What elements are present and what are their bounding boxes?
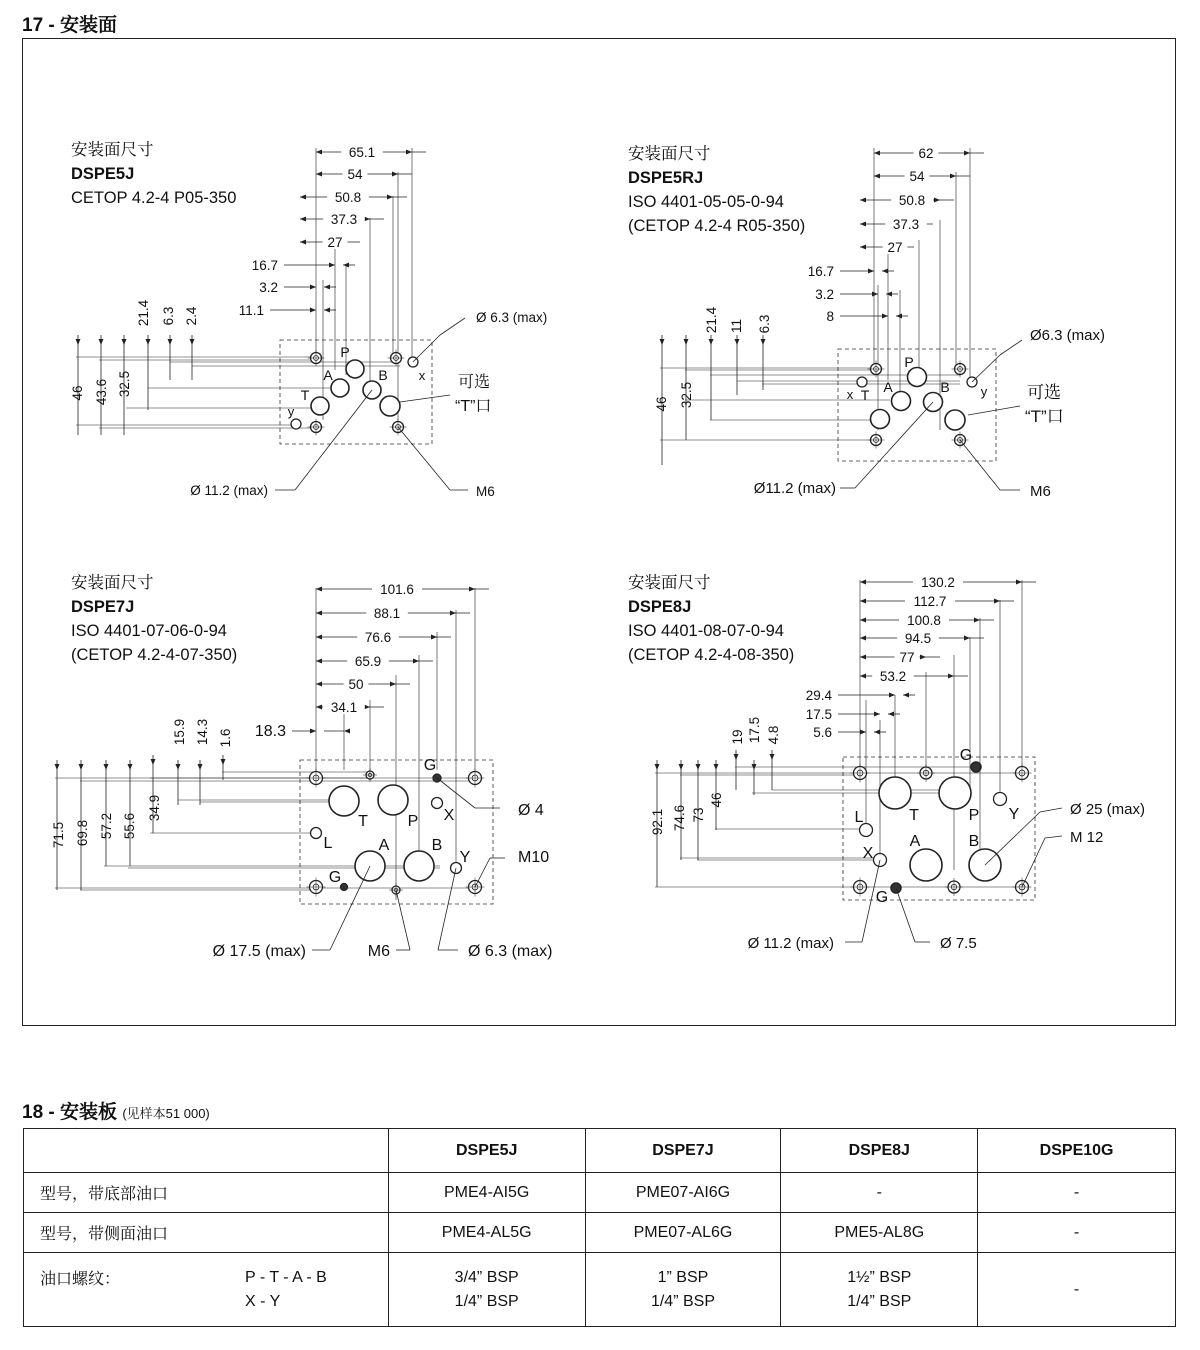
mounting-plate-table bbox=[23, 1128, 1176, 1327]
arrowhead bbox=[684, 339, 689, 345]
port-label: A bbox=[909, 833, 921, 850]
port-label: B bbox=[940, 379, 950, 395]
dim-label: 57.2 bbox=[99, 812, 114, 840]
dim-label: 8 bbox=[826, 309, 834, 324]
dim-label: 88.1 bbox=[373, 606, 401, 621]
diagram-model: DSPE5J bbox=[71, 165, 135, 183]
dim-label: 130.2 bbox=[921, 575, 955, 590]
arrowhead bbox=[128, 764, 133, 770]
port-label: X bbox=[862, 845, 874, 862]
port-label: x bbox=[418, 368, 426, 383]
arrowhead bbox=[874, 712, 880, 717]
dim-label: 101.6 bbox=[380, 582, 414, 597]
locating-pin-g bbox=[341, 884, 348, 891]
arrowhead bbox=[221, 759, 226, 765]
table-header-row bbox=[24, 1129, 1176, 1173]
dim-label: 6.3 bbox=[757, 314, 772, 334]
port-l bbox=[311, 828, 322, 839]
leader-line bbox=[1045, 836, 1062, 838]
dim-label: 1.6 bbox=[218, 728, 233, 748]
table-cell bbox=[781, 1253, 978, 1327]
table-row bbox=[24, 1173, 1176, 1213]
arrowhead bbox=[1016, 580, 1022, 585]
port-label: G bbox=[959, 747, 973, 764]
row-label: 型号，带底部油口 bbox=[24, 1173, 389, 1213]
leader-line bbox=[438, 868, 456, 950]
port-p bbox=[908, 368, 927, 387]
leader-line bbox=[413, 335, 440, 362]
table-row bbox=[24, 1213, 1176, 1253]
arrowhead bbox=[868, 269, 874, 274]
dim-label: 16.7 bbox=[807, 264, 834, 279]
arrowhead bbox=[104, 764, 109, 770]
arrowhead bbox=[888, 712, 894, 717]
dim-label: 71.5 bbox=[51, 821, 66, 849]
arrowhead bbox=[122, 339, 127, 345]
leader-line bbox=[968, 406, 1020, 415]
table-header bbox=[24, 1129, 389, 1173]
table-cell: - bbox=[781, 1173, 978, 1213]
arrowhead bbox=[364, 705, 370, 710]
port-label: T bbox=[909, 807, 919, 824]
port-label: A bbox=[378, 837, 390, 854]
section-title-text: 安装面 bbox=[60, 15, 118, 36]
cell-line: 3/4” BSP bbox=[454, 1268, 519, 1286]
leader-line bbox=[1000, 340, 1022, 355]
arrowhead bbox=[316, 705, 322, 710]
arrowhead bbox=[860, 198, 866, 203]
cell-line: 1” BSP bbox=[657, 1268, 709, 1286]
arrowhead bbox=[714, 764, 719, 770]
callout-label: M6 bbox=[1030, 483, 1051, 500]
dim-label: 15.9 bbox=[172, 718, 187, 746]
port-y bbox=[291, 419, 301, 429]
port-a bbox=[910, 849, 942, 881]
cell-line: - bbox=[1073, 1280, 1080, 1298]
dim-label: 5.6 bbox=[813, 725, 832, 740]
dim-label: 17.5 bbox=[747, 716, 762, 744]
cell-line: 1/4” BSP bbox=[454, 1292, 519, 1310]
arrowhead bbox=[198, 764, 203, 770]
port-label: x bbox=[846, 387, 854, 402]
callout-label: 可选 bbox=[458, 374, 491, 391]
diagram-heading: 安装面尺寸 bbox=[628, 574, 711, 592]
arrowhead bbox=[679, 764, 684, 770]
callout-label: Ø6.3 (max) bbox=[1030, 327, 1106, 344]
dim-label: 17.5 bbox=[805, 707, 832, 722]
cell-line: 1½” BSP bbox=[847, 1268, 912, 1286]
dim-label: 76.6 bbox=[364, 630, 392, 645]
diagram-standard: ISO 4401-05-05-0-94 bbox=[628, 193, 784, 211]
port-p bbox=[378, 785, 408, 815]
table-cell: PME5-AL8G bbox=[781, 1213, 978, 1253]
arrowhead bbox=[79, 764, 84, 770]
thread-sub-label: P - T - A - B bbox=[245, 1268, 327, 1286]
arrowhead bbox=[406, 150, 412, 155]
arrowhead bbox=[882, 314, 888, 319]
port-label: T bbox=[300, 387, 310, 403]
port-label: B bbox=[378, 367, 388, 383]
port-label: X bbox=[443, 807, 455, 824]
diagram-model: DSPE8J bbox=[628, 598, 692, 616]
leader-line bbox=[1040, 808, 1062, 812]
dim-label: 34.1 bbox=[330, 700, 358, 715]
port-y bbox=[994, 793, 1007, 806]
diagram-model: DSPE5RJ bbox=[628, 169, 704, 187]
port-label: B bbox=[968, 833, 980, 850]
mounting-plate-outline bbox=[838, 349, 996, 461]
port-label: A bbox=[323, 367, 333, 383]
dim-label: 6.3 bbox=[161, 306, 176, 326]
section-title-text: 安装板 bbox=[60, 1102, 118, 1123]
callout-label: M 12 bbox=[1070, 829, 1104, 846]
port-p bbox=[939, 777, 971, 809]
arrowhead bbox=[76, 339, 81, 345]
dim-label: 100.8 bbox=[907, 613, 941, 628]
dim-label: 69.8 bbox=[75, 819, 90, 847]
arrowhead bbox=[660, 339, 665, 345]
dim-label: 65.1 bbox=[348, 145, 376, 160]
dim-label: 74.6 bbox=[672, 804, 687, 832]
port-a bbox=[331, 379, 349, 397]
table-cell: PME07-AI6G bbox=[585, 1173, 781, 1213]
arrowhead bbox=[889, 693, 895, 698]
row-label: 型号，带侧面油口 bbox=[24, 1213, 389, 1253]
table-cell bbox=[585, 1253, 781, 1327]
arrowhead bbox=[300, 217, 306, 222]
arrowhead bbox=[55, 764, 60, 770]
dim-label: 21.4 bbox=[704, 306, 719, 334]
dim-label: 46 bbox=[709, 792, 724, 808]
arrowhead bbox=[316, 611, 322, 616]
diagram-standard: ISO 4401-07-06-0-94 bbox=[71, 622, 227, 640]
dim-label: 37.3 bbox=[330, 212, 358, 227]
port-label: T bbox=[860, 387, 870, 403]
diagram-standard-alt: (CETOP 4.2-4-07-350) bbox=[71, 646, 238, 664]
callout-label: M6 bbox=[476, 484, 495, 499]
arrowhead bbox=[364, 217, 370, 222]
dim-label: 34.9 bbox=[147, 794, 162, 822]
table-header: DSPE10G bbox=[978, 1129, 1176, 1173]
port-x bbox=[432, 798, 443, 809]
arrowhead bbox=[431, 635, 437, 640]
port-t-optional bbox=[380, 396, 400, 416]
port-label: P bbox=[407, 813, 419, 830]
callout-label: Ø 11.2 (max) bbox=[747, 935, 834, 952]
section-number: 18 - bbox=[22, 1102, 55, 1123]
dim-label: 55.6 bbox=[122, 812, 137, 840]
callout-label: Ø11.2 (max) bbox=[753, 480, 836, 497]
arrowhead bbox=[964, 636, 970, 641]
dim-label: 50.8 bbox=[898, 193, 926, 208]
callout-label: Ø 11.2 (max) bbox=[190, 483, 268, 498]
diagram-standard-alt: (CETOP 4.2-4 R05-350) bbox=[628, 217, 806, 235]
port-label: Y bbox=[459, 849, 471, 866]
section-note: (见样本51 000) bbox=[122, 1106, 210, 1121]
dim-label: 32.5 bbox=[117, 370, 132, 398]
arrowhead bbox=[886, 292, 892, 297]
arrowhead bbox=[310, 308, 316, 313]
table-cell: - bbox=[978, 1173, 1176, 1213]
arrowhead bbox=[390, 682, 396, 687]
port-t bbox=[311, 397, 329, 415]
arrowhead bbox=[860, 674, 866, 679]
port-b bbox=[404, 851, 434, 881]
dim-label: 94.5 bbox=[904, 631, 932, 646]
dim-label: 43.6 bbox=[94, 378, 109, 406]
leader-line bbox=[475, 858, 490, 887]
port-t bbox=[871, 410, 890, 429]
diagram-heading: 安装面尺寸 bbox=[71, 574, 154, 592]
arrowhead bbox=[934, 198, 940, 203]
arrowhead bbox=[770, 754, 775, 760]
callout-label: “T”口 bbox=[1025, 407, 1064, 426]
dim-label: 46 bbox=[654, 396, 669, 412]
arrowhead bbox=[310, 729, 316, 734]
diagram-heading: 安装面尺寸 bbox=[628, 145, 711, 163]
arrowhead bbox=[324, 308, 330, 313]
table-header: DSPE7J bbox=[585, 1129, 781, 1173]
dim-label: 54 bbox=[347, 167, 363, 182]
section-number: 17 - bbox=[22, 15, 55, 36]
leader-line bbox=[855, 402, 933, 488]
dim-label: 4.8 bbox=[766, 725, 781, 745]
diagram-model: DSPE7J bbox=[71, 598, 135, 616]
leader-line bbox=[896, 888, 915, 942]
table-cell: PME4-AI5G bbox=[388, 1173, 585, 1213]
dim-label: 27 bbox=[887, 240, 903, 255]
callout-label: “T”口 bbox=[455, 398, 492, 415]
leader-line bbox=[398, 427, 450, 490]
port-label: L bbox=[854, 809, 864, 826]
dim-label: 77 bbox=[899, 650, 915, 665]
port-label: P bbox=[968, 807, 980, 824]
thread-row-label bbox=[24, 1253, 389, 1327]
arrowhead bbox=[860, 599, 866, 604]
table-cell bbox=[388, 1253, 585, 1327]
dim-label: 50 bbox=[348, 677, 364, 692]
dim-label: 14.3 bbox=[195, 718, 210, 746]
dim-label: 46 bbox=[70, 385, 85, 401]
arrowhead bbox=[316, 172, 322, 177]
arrowhead bbox=[950, 174, 956, 179]
arrowhead bbox=[761, 339, 766, 345]
arrowhead bbox=[874, 730, 880, 735]
port-label: L bbox=[323, 835, 333, 852]
port-label: G bbox=[875, 889, 889, 906]
diagram-standard: CETOP 4.2-4 P05-350 bbox=[71, 189, 237, 207]
arrowhead bbox=[300, 195, 306, 200]
row-label: 油口螺纹： bbox=[40, 1268, 121, 1288]
arrowhead bbox=[413, 659, 419, 664]
cell-line: 1/4” BSP bbox=[847, 1292, 912, 1310]
table-header: DSPE5J bbox=[388, 1129, 585, 1173]
dim-label: 29.4 bbox=[805, 688, 832, 703]
port-label: Y bbox=[1008, 806, 1020, 823]
arrowhead bbox=[860, 245, 866, 250]
arrowhead bbox=[329, 263, 335, 268]
cell-line: 1/4” BSP bbox=[650, 1292, 715, 1310]
arrowhead bbox=[920, 655, 926, 660]
port-t-optional bbox=[945, 410, 965, 430]
arrowhead bbox=[735, 339, 740, 345]
port-label: y bbox=[287, 404, 295, 419]
diagram-heading: 安装面尺寸 bbox=[71, 141, 154, 159]
dim-label: 21.4 bbox=[136, 299, 151, 327]
arrowhead bbox=[860, 222, 866, 227]
table-cell bbox=[978, 1253, 1176, 1327]
callout-label: M6 bbox=[367, 943, 390, 960]
arrowhead bbox=[964, 151, 970, 156]
arrowhead bbox=[316, 682, 322, 687]
arrowhead bbox=[324, 285, 330, 290]
table-cell: - bbox=[978, 1213, 1176, 1253]
arrowhead bbox=[151, 759, 156, 765]
dim-label: 65.9 bbox=[354, 654, 382, 669]
dim-label: 3.2 bbox=[259, 280, 278, 295]
diagram-standard: ISO 4401-08-07-0-94 bbox=[628, 622, 784, 640]
callout-label: Ø 25 (max) bbox=[1070, 801, 1146, 818]
arrowhead bbox=[948, 674, 954, 679]
table-header: DSPE8J bbox=[781, 1129, 978, 1173]
dim-label: 54 bbox=[909, 169, 925, 184]
callout-label: Ø 17.5 (max) bbox=[212, 943, 306, 960]
thread-sub-label: X - Y bbox=[245, 1292, 281, 1310]
table-row bbox=[24, 1253, 1176, 1327]
arrowhead bbox=[316, 659, 322, 664]
port-p bbox=[346, 360, 364, 378]
dim-label: 2.4 bbox=[184, 306, 199, 326]
arrowhead bbox=[310, 285, 316, 290]
diagram-standard-alt: (CETOP 4.2-4-08-350) bbox=[628, 646, 795, 664]
port-label: A bbox=[883, 379, 893, 395]
arrowhead bbox=[344, 729, 350, 734]
arrowhead bbox=[387, 195, 393, 200]
leader-line bbox=[295, 390, 372, 490]
arrowhead bbox=[734, 754, 739, 760]
arrowhead bbox=[655, 764, 660, 770]
arrowhead bbox=[860, 655, 866, 660]
arrowhead bbox=[860, 730, 866, 735]
callout-label: Ø 4 bbox=[518, 802, 544, 819]
arrowhead bbox=[696, 764, 701, 770]
arrowhead bbox=[469, 587, 475, 592]
arrowhead bbox=[896, 314, 902, 319]
arrowhead bbox=[316, 150, 322, 155]
dim-label: 53.2 bbox=[879, 669, 907, 684]
dim-label: 50.8 bbox=[334, 190, 362, 205]
port-t bbox=[879, 777, 911, 809]
arrowhead bbox=[300, 240, 306, 245]
arrowhead bbox=[392, 172, 398, 177]
port-label: G bbox=[423, 757, 437, 774]
dim-label: 27 bbox=[327, 235, 343, 250]
dim-label: 37.3 bbox=[892, 217, 920, 232]
callout-label: 可选 bbox=[1027, 383, 1061, 402]
dim-label: 112.7 bbox=[913, 594, 947, 609]
port-label: T bbox=[358, 813, 368, 830]
port-a bbox=[892, 392, 911, 411]
locating-pin-g bbox=[971, 762, 981, 772]
callout-label: Ø 7.5 bbox=[940, 935, 977, 952]
port-x bbox=[857, 377, 867, 387]
leader-line bbox=[1022, 838, 1045, 887]
callout-label: Ø 6.3 (max) bbox=[468, 943, 553, 960]
arrowhead bbox=[709, 339, 714, 345]
leader-line bbox=[396, 890, 410, 950]
arrowhead bbox=[316, 635, 322, 640]
port-label: P bbox=[340, 344, 350, 360]
arrowhead bbox=[882, 269, 888, 274]
port-label: P bbox=[904, 354, 914, 370]
arrowhead bbox=[450, 611, 456, 616]
port-label: y bbox=[980, 384, 988, 399]
dim-label: 3.2 bbox=[815, 287, 834, 302]
table-cell: PME07-AL6G bbox=[585, 1213, 781, 1253]
arrowhead bbox=[874, 174, 880, 179]
callout-label: M10 bbox=[518, 849, 550, 866]
arrowhead bbox=[974, 618, 980, 623]
callout-label: Ø 6.3 (max) bbox=[476, 310, 548, 325]
port-label: G bbox=[328, 869, 342, 886]
port-label: B bbox=[431, 837, 443, 854]
arrowhead bbox=[860, 580, 866, 585]
arrowhead bbox=[903, 693, 909, 698]
arrowhead bbox=[872, 292, 878, 297]
dim-label: 62 bbox=[918, 146, 934, 161]
arrowhead bbox=[146, 339, 151, 345]
arrowhead bbox=[316, 587, 322, 592]
dim-label: 19 bbox=[730, 729, 745, 745]
dim-label: 18.3 bbox=[254, 723, 286, 740]
arrowhead bbox=[860, 636, 866, 641]
arrowhead bbox=[874, 151, 880, 156]
leader-line bbox=[960, 440, 1000, 490]
arrowhead bbox=[99, 339, 104, 345]
arrowhead bbox=[176, 764, 181, 770]
dim-label: 16.7 bbox=[251, 258, 278, 273]
dim-label: 92.1 bbox=[650, 808, 665, 836]
dim-label: 73 bbox=[691, 807, 706, 823]
section-18-title bbox=[22, 1097, 210, 1124]
leader-line bbox=[400, 395, 450, 402]
arrowhead bbox=[190, 339, 195, 345]
table-cell: PME4-AL5G bbox=[388, 1213, 585, 1253]
leader-line bbox=[440, 318, 465, 335]
port-t bbox=[329, 786, 359, 816]
arrowhead bbox=[860, 618, 866, 623]
dim-label: 11 bbox=[729, 318, 744, 334]
arrowhead bbox=[168, 339, 173, 345]
dim-label: 11.1 bbox=[238, 303, 264, 318]
arrowhead bbox=[994, 599, 1000, 604]
dim-label: 32.5 bbox=[679, 381, 694, 409]
